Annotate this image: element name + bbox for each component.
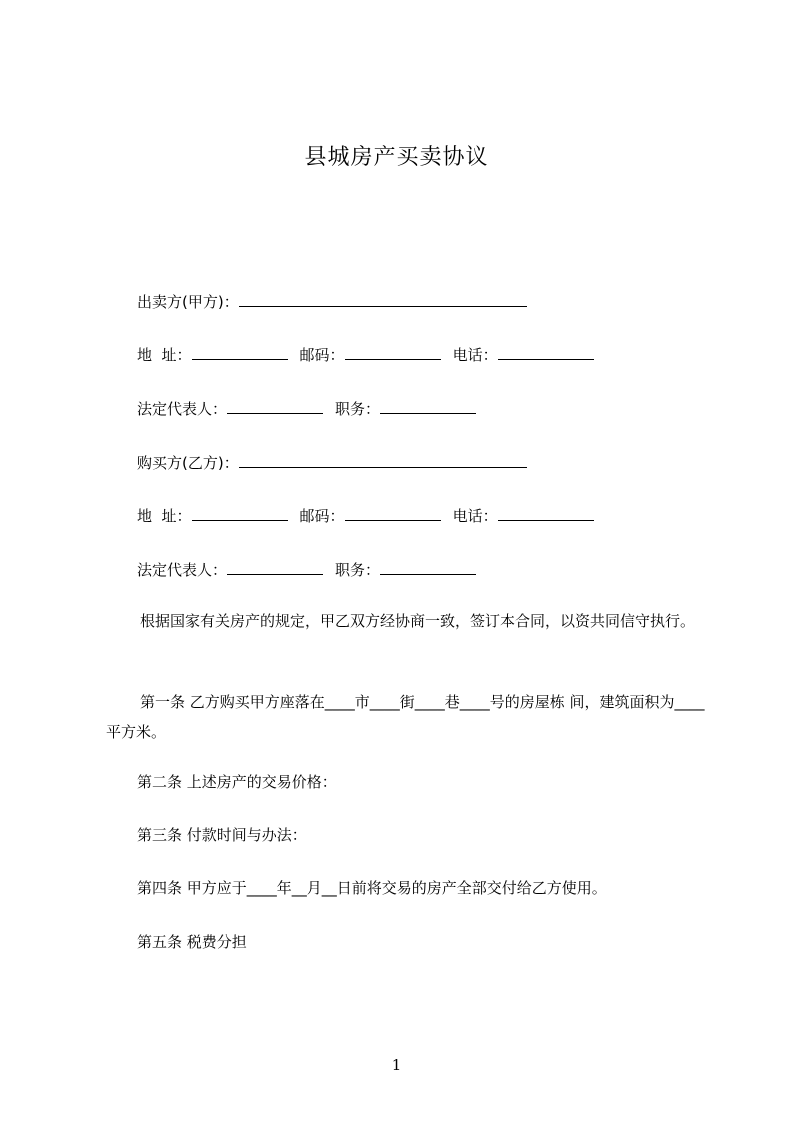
article-1: 第一条 乙方购买甲方座落在____市____街____巷____号的房屋栋 间，建筑面积为____平方米。 — [106, 693, 705, 741]
position-blank — [380, 399, 476, 414]
seller-address-line — [137, 345, 594, 365]
seller-label: 出卖方(甲方)： — [137, 293, 239, 311]
address-label: 地 址： — [137, 507, 192, 525]
buyer-address-line — [137, 506, 594, 526]
legal-rep-label: 法定代表人： — [137, 561, 228, 579]
legal-rep-blank — [227, 399, 323, 414]
phone-label: 电话： — [452, 507, 498, 525]
postcode-label: 邮码： — [299, 346, 345, 364]
buyer-blank — [239, 453, 527, 468]
phone-label: 电话： — [452, 346, 498, 364]
buyer-legal-rep-line — [137, 560, 476, 580]
postcode-blank — [345, 506, 441, 521]
address-blank — [192, 345, 288, 360]
address-label: 地 址： — [137, 346, 192, 364]
article-5: 第五条 税费分担 — [137, 933, 247, 951]
buyer-label: 购买方(乙方)： — [137, 454, 239, 472]
page-number: 1 — [391, 1056, 402, 1074]
position-blank — [380, 560, 476, 575]
position-label: 职务： — [335, 561, 381, 579]
document-title: 县城房产买卖协议 — [304, 145, 489, 170]
seller-line — [137, 292, 527, 312]
seller-legal-rep-line — [137, 399, 476, 419]
legal-rep-label: 法定代表人： — [137, 400, 228, 418]
position-label: 职务： — [335, 400, 381, 418]
postcode-label: 邮码： — [299, 507, 345, 525]
postcode-blank — [345, 345, 441, 360]
seller-blank — [239, 292, 527, 307]
article-3: 第三条 付款时间与办法： — [137, 826, 307, 844]
article-2: 第二条 上述房产的交易价格： — [137, 773, 337, 791]
buyer-line — [137, 453, 527, 473]
address-blank — [192, 506, 288, 521]
phone-blank — [498, 506, 594, 521]
legal-rep-blank — [227, 560, 323, 575]
preamble-paragraph: 根据国家有关房产的规定，甲乙双方经协商一致，签订本合同，以资共同信守执行。 — [140, 612, 696, 630]
phone-blank — [498, 345, 594, 360]
article-4: 第四条 甲方应于____年__月__日前将交易的房产全部交付给乙方使用。 — [137, 879, 607, 897]
